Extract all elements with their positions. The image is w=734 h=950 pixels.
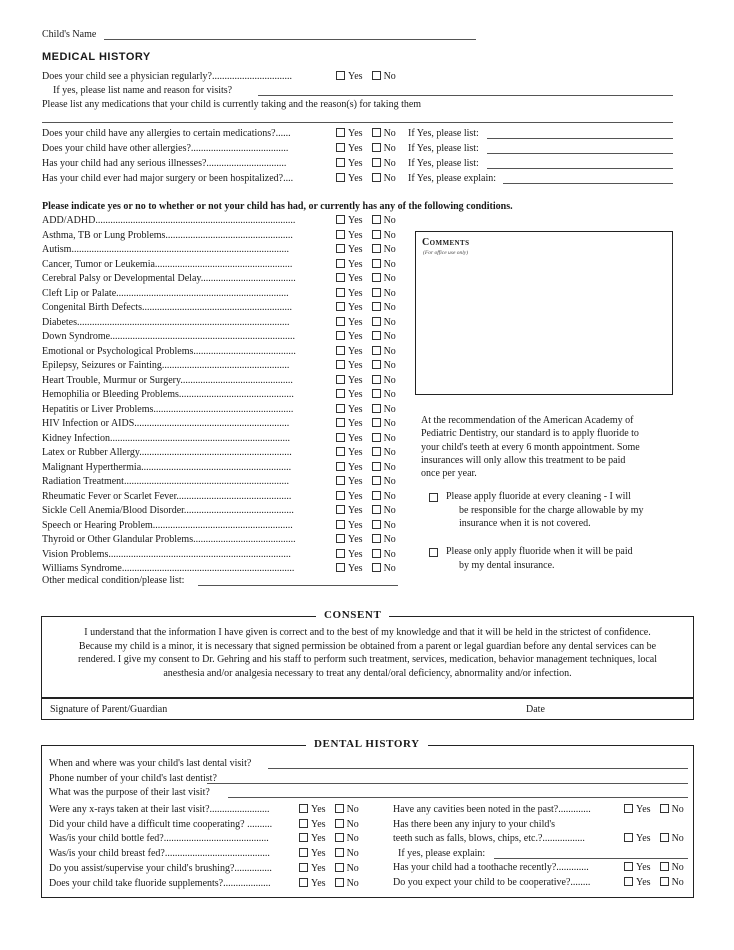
date-label: Date (526, 704, 545, 715)
dental-question: Has there been any injury to your child's (393, 819, 556, 830)
no-checkbox[interactable] (372, 302, 381, 311)
physician-question: Does your child see a physician regularly?................................ (42, 71, 292, 82)
condition-yes-no[interactable]: Yes No (336, 476, 396, 487)
fluoride-checkbox[interactable] (429, 548, 438, 557)
condition-label: Down Syndrome.......................................................................... (42, 331, 296, 342)
medical-history-title: MEDICAL HISTORY (42, 51, 151, 63)
yes-checkbox[interactable] (336, 331, 345, 340)
allergy-question: Does your child have other allergies?....................................... (42, 143, 289, 154)
condition-yes-no[interactable]: Yes No (336, 549, 396, 560)
condition-label: Hepatitis or Liver Problems........................................................ (42, 403, 294, 415)
no-checkbox[interactable] (660, 862, 669, 871)
no-checkbox[interactable] (372, 447, 381, 456)
allergy-yes-no[interactable]: Yes No (336, 128, 396, 139)
medications-question: Please list any medications that your child is currently taking and the reason(s) for taking them (42, 99, 422, 110)
no-checkbox[interactable] (660, 877, 669, 886)
no-checkbox[interactable] (372, 389, 381, 398)
no-checkbox[interactable] (335, 804, 344, 813)
dental-answer-field[interactable] (268, 768, 688, 769)
no-checkbox[interactable] (372, 143, 381, 152)
condition-yes-no[interactable]: Yes No (336, 462, 396, 473)
condition-yes-no[interactable]: Yes No (336, 288, 396, 299)
dental-yes-no[interactable]: Yes No (299, 804, 359, 815)
yes-checkbox[interactable] (336, 302, 345, 311)
fluoride-text-line: At the recommendation of the American Academy of (421, 415, 634, 426)
yes-checkbox[interactable] (624, 862, 633, 871)
yes-checkbox[interactable] (624, 804, 633, 813)
comments-note: (For office use only) (423, 250, 469, 256)
yes-checkbox[interactable] (336, 128, 345, 137)
condition-yes-no[interactable]: Yes No (336, 418, 396, 429)
allergy-yes-no[interactable]: Yes No (336, 173, 396, 184)
condition-label: Malignant Hyperthermia............................................................ (42, 461, 292, 473)
dental-question: Do you assist/supervise your child's brushing?............... (49, 862, 272, 874)
no-checkbox[interactable] (660, 833, 669, 842)
no-checkbox[interactable] (372, 505, 381, 514)
yes-checkbox[interactable] (299, 848, 308, 857)
no-checkbox[interactable] (335, 848, 344, 857)
fluoride-option-line: be responsible for the charge allowable by my (459, 504, 644, 516)
condition-yes-no[interactable]: Yes No (336, 447, 396, 458)
no-checkbox[interactable] (372, 360, 381, 369)
fluoride-text-line: once per year. (421, 468, 477, 480)
yes-checkbox[interactable] (336, 244, 345, 253)
condition-label: HIV Infection or AIDS.............................................................. (42, 418, 290, 429)
allergy-yes-no[interactable]: Yes No (336, 158, 396, 169)
no-checkbox[interactable] (372, 375, 381, 384)
fluoride-text-line: your child's teeth at every 6 month appointment. Some (421, 441, 640, 453)
no-checkbox[interactable] (372, 128, 381, 137)
no-checkbox[interactable] (372, 158, 381, 167)
no-checkbox[interactable] (372, 404, 381, 413)
no-checkbox[interactable] (335, 819, 344, 828)
fluoride-option-line: Please apply fluoride at every cleaning - I will (446, 491, 631, 502)
dental-explain-field[interactable] (494, 858, 688, 859)
no-checkbox[interactable] (372, 563, 381, 572)
childs-name-label: Child's Name (42, 29, 97, 40)
yes-checkbox[interactable] (299, 804, 308, 813)
yes-checkbox[interactable] (299, 878, 308, 887)
no-checkbox[interactable] (372, 491, 381, 500)
dental-open-question: What was the purpose of their last visit? (49, 787, 210, 798)
condition-label: Heart Trouble, Murmur or Surgery............................................. (42, 374, 293, 386)
yes-checkbox[interactable] (336, 375, 345, 384)
yes-checkbox[interactable] (336, 71, 345, 80)
no-checkbox[interactable] (372, 244, 381, 253)
allergy-question: Does your child have any allergies to certain medications?...... (42, 128, 291, 139)
no-checkbox[interactable] (372, 331, 381, 340)
condition-label: Thyroid or Other Glandular Problems......................................... (42, 534, 296, 545)
condition-label: Radiation Treatment.................................................................. (42, 476, 289, 487)
fluoride-text-line: insurances will only allow this treatment to be paid (421, 454, 626, 466)
no-checkbox[interactable] (372, 346, 381, 355)
yes-checkbox[interactable] (336, 462, 345, 471)
condition-label: Hemophilia or Bleeding Problems.............................................. (42, 389, 294, 400)
allergy-followup-field[interactable] (487, 168, 673, 169)
comments-box[interactable] (415, 231, 673, 395)
condition-yes-no[interactable]: Yes No (336, 505, 396, 516)
condition-yes-no[interactable]: Yes No (336, 273, 396, 284)
condition-yes-no[interactable]: Yes No (336, 317, 396, 328)
yes-checkbox[interactable] (336, 418, 345, 427)
dental-yes-no[interactable]: Yes No (299, 878, 359, 889)
no-checkbox[interactable] (372, 534, 381, 543)
allergy-question: Has your child had any serious illnesses?................................ (42, 158, 287, 169)
allergy-followup-label: If Yes, please list: (408, 143, 479, 154)
conditions-intro: Please indicate yes or no to whether or not your child has had, or currently has any of the following conditions. (42, 201, 513, 212)
condition-label: Kidney Infection........................................................................ (42, 432, 291, 444)
condition-label: Sickle Cell Anemia/Blood Disorder............................................ (42, 505, 294, 516)
dental-yes-no[interactable]: Yes No (299, 863, 359, 874)
dental-question: Was/is your child bottle fed?.......................................... (49, 833, 269, 845)
dental-question: Has your child had a toothache recently?............. (393, 862, 589, 873)
no-checkbox[interactable] (660, 804, 669, 813)
allergy-question: Has your child ever had major surgery or been hospitalized?.... (42, 173, 294, 184)
yes-checkbox[interactable] (336, 273, 345, 282)
condition-yes-no[interactable]: Yes No (336, 433, 396, 444)
condition-yes-no[interactable]: Yes No (336, 302, 396, 313)
fluoride-checkbox[interactable] (429, 493, 438, 502)
dental-yes-no[interactable]: Yes No (624, 833, 684, 844)
no-checkbox[interactable] (372, 273, 381, 282)
dental-open-question: When and where was your child's last dental visit? (49, 758, 252, 769)
allergy-followup-label: If Yes, please list: (408, 128, 479, 139)
no-checkbox[interactable] (372, 71, 381, 80)
allergy-followup-label: If Yes, please list: (408, 158, 479, 169)
dental-answer-field[interactable] (207, 783, 688, 784)
no-checkbox[interactable] (335, 863, 344, 872)
no-checkbox[interactable] (372, 317, 381, 326)
yes-checkbox[interactable] (336, 563, 345, 572)
fluoride-option-line: by my dental insurance. (459, 559, 555, 571)
dental-yes-no[interactable]: Yes No (299, 833, 359, 844)
condition-label: Cancer, Tumor or Leukemia....................................................... (42, 258, 293, 270)
yes-checkbox[interactable] (336, 491, 345, 500)
yes-checkbox[interactable] (336, 534, 345, 543)
dental-question: Have any cavities been noted in the past?............. (393, 804, 591, 815)
dental-history-title: DENTAL HISTORY (306, 738, 428, 750)
consent-line: Because my child is a minor, it is necessary that signed permission be obtained from a parent or legal guardian before any dental services can be (78, 640, 657, 652)
no-checkbox[interactable] (372, 259, 381, 268)
no-checkbox[interactable] (372, 215, 381, 224)
dental-yes-no[interactable]: Yes No (624, 862, 684, 873)
condition-yes-no[interactable]: Yes No (336, 404, 396, 415)
no-checkbox[interactable] (372, 462, 381, 471)
no-checkbox[interactable] (372, 549, 381, 558)
allergy-followup-label: If Yes, please explain: (408, 173, 497, 184)
condition-yes-no[interactable]: Yes No (336, 215, 396, 226)
dental-yes-no[interactable]: Yes No (624, 877, 684, 888)
condition-yes-no[interactable]: Yes No (336, 491, 396, 502)
condition-label: Speech or Hearing Problem........................................................ (42, 519, 293, 531)
condition-yes-no[interactable]: Yes No (336, 360, 396, 371)
dental-question: Were any x-rays taken at their last visit?........................ (49, 804, 270, 815)
condition-yes-no[interactable]: Yes No (336, 534, 396, 545)
no-checkbox[interactable] (372, 476, 381, 485)
no-checkbox[interactable] (372, 433, 381, 442)
condition-yes-no[interactable]: Yes No (336, 563, 396, 574)
condition-label: Vision Problems......................................................................... (42, 548, 291, 560)
condition-yes-no[interactable]: Yes No (336, 244, 396, 255)
yes-checkbox[interactable] (299, 819, 308, 828)
condition-label: Emotional or Psychological Problems......................................... (42, 345, 296, 357)
yes-checkbox[interactable] (336, 505, 345, 514)
condition-yes-no[interactable]: Yes No (336, 331, 396, 342)
consent-title: CONSENT (316, 609, 389, 621)
condition-yes-no[interactable]: Yes No (336, 259, 396, 270)
yes-checkbox[interactable] (336, 433, 345, 442)
no-checkbox[interactable] (372, 520, 381, 529)
allergy-followup-field[interactable] (487, 153, 673, 154)
no-checkbox[interactable] (335, 878, 344, 887)
physician-followup: If yes, please list name and reason for visits? (53, 85, 233, 96)
dental-question: Do you expect your child to be cooperative?........ (393, 877, 591, 888)
other-condition-field[interactable] (198, 585, 398, 586)
allergy-yes-no[interactable]: Yes No (336, 143, 396, 154)
fluoride-text-line: Pediatric Dentistry, our standard is to apply fluoride to (421, 428, 639, 440)
condition-yes-no[interactable]: Yes No (336, 375, 396, 386)
condition-label: Cerebral Palsy or Developmental Delay...................................... (42, 273, 296, 284)
yes-checkbox[interactable] (336, 317, 345, 326)
yes-checkbox[interactable] (336, 259, 345, 268)
fluoride-option-line: Please only apply fluoride when it will be paid (446, 546, 633, 557)
yes-checkbox[interactable] (336, 476, 345, 485)
dental-open-question: Phone number of your child's last dentist? (49, 772, 217, 784)
yes-checkbox[interactable] (336, 404, 345, 413)
consent-line: anesthesia and/or analgesia necessary to treat any dental/oral deficiency, abnormality and/or infection. (163, 667, 572, 679)
dental-question: Was/is your child breast fed?.......................................... (49, 848, 270, 860)
yes-checkbox[interactable] (336, 549, 345, 558)
yes-checkbox[interactable] (624, 877, 633, 886)
condition-label: Latex or Rubber Allergy............................................................. (42, 447, 292, 458)
condition-label: Congenital Birth Defects............................................................ (42, 302, 292, 313)
consent-line: I understand that the information I have given is correct and to the best of my knowledge and that it will be held in the strictest of confidence. (84, 627, 651, 638)
allergy-followup-field[interactable] (487, 138, 673, 139)
yes-checkbox[interactable] (336, 288, 345, 297)
condition-label: Diabetes..................................................................................... (42, 316, 290, 328)
signature-label: Signature of Parent/Guardian (50, 704, 168, 715)
dental-question: If yes, please explain: (398, 848, 486, 859)
condition-label: Cleft Lip or Palate..................................................................... (42, 287, 289, 299)
condition-label: ADD/ADHD................................................................................ (42, 215, 296, 226)
condition-yes-no[interactable]: Yes No (336, 520, 396, 531)
consent-line: rendered. I give my consent to Dr. Gehring and his staff to perform such treatment, services, medication, behavior management techniques, local (77, 654, 658, 665)
physician-followup-field[interactable] (258, 95, 673, 96)
no-checkbox[interactable] (372, 230, 381, 239)
condition-label: Williams Syndrome..................................................................... (42, 563, 295, 574)
fluoride-option-line: insurance when it is not covered. (459, 518, 591, 529)
yes-checkbox[interactable] (336, 447, 345, 456)
condition-yes-no[interactable]: Yes No (336, 346, 396, 357)
condition-yes-no[interactable]: Yes No (336, 389, 396, 400)
condition-label: Rheumatic Fever or Scarlet Fever.............................................. (42, 490, 292, 502)
yes-checkbox[interactable] (336, 389, 345, 398)
condition-label: Epilepsy, Seizures or Fainting................................................... (42, 360, 290, 371)
dental-question: teeth such as falls, blows, chips, etc.?................. (393, 833, 585, 844)
no-checkbox[interactable] (335, 833, 344, 842)
yes-checkbox[interactable] (336, 143, 345, 152)
no-checkbox[interactable] (372, 418, 381, 427)
physician-yes-no[interactable]: Yes No (336, 71, 396, 82)
yes-checkbox[interactable] (336, 158, 345, 167)
dental-answer-field[interactable] (228, 797, 688, 798)
yes-checkbox[interactable] (336, 173, 345, 182)
dental-yes-no[interactable]: Yes No (299, 819, 359, 830)
childs-name-field[interactable] (104, 39, 476, 40)
condition-label: Asthma, TB or Lung Problems................................................... (42, 229, 293, 241)
no-checkbox[interactable] (372, 288, 381, 297)
comments-title: Comments (422, 237, 470, 248)
yes-checkbox[interactable] (336, 360, 345, 369)
condition-label: Autism....................................................................................... (42, 244, 289, 255)
yes-checkbox[interactable] (624, 833, 633, 842)
dental-yes-no[interactable]: Yes No (624, 804, 684, 815)
yes-checkbox[interactable] (299, 863, 308, 872)
dental-question: Does your child take fluoride supplements?................... (49, 877, 271, 889)
other-condition-label: Other medical condition/please list: (42, 575, 185, 586)
yes-checkbox[interactable] (336, 230, 345, 239)
condition-yes-no[interactable]: Yes No (336, 230, 396, 241)
no-checkbox[interactable] (372, 173, 381, 182)
allergy-followup-field[interactable] (503, 183, 673, 184)
signature-line[interactable] (42, 697, 693, 699)
yes-checkbox[interactable] (336, 215, 345, 224)
dental-yes-no[interactable]: Yes No (299, 848, 359, 859)
medications-field[interactable] (42, 122, 673, 123)
yes-checkbox[interactable] (336, 520, 345, 529)
yes-checkbox[interactable] (299, 833, 308, 842)
yes-checkbox[interactable] (336, 346, 345, 355)
dental-question: Did your child have a difficult time cooperating? .......... (49, 818, 273, 830)
